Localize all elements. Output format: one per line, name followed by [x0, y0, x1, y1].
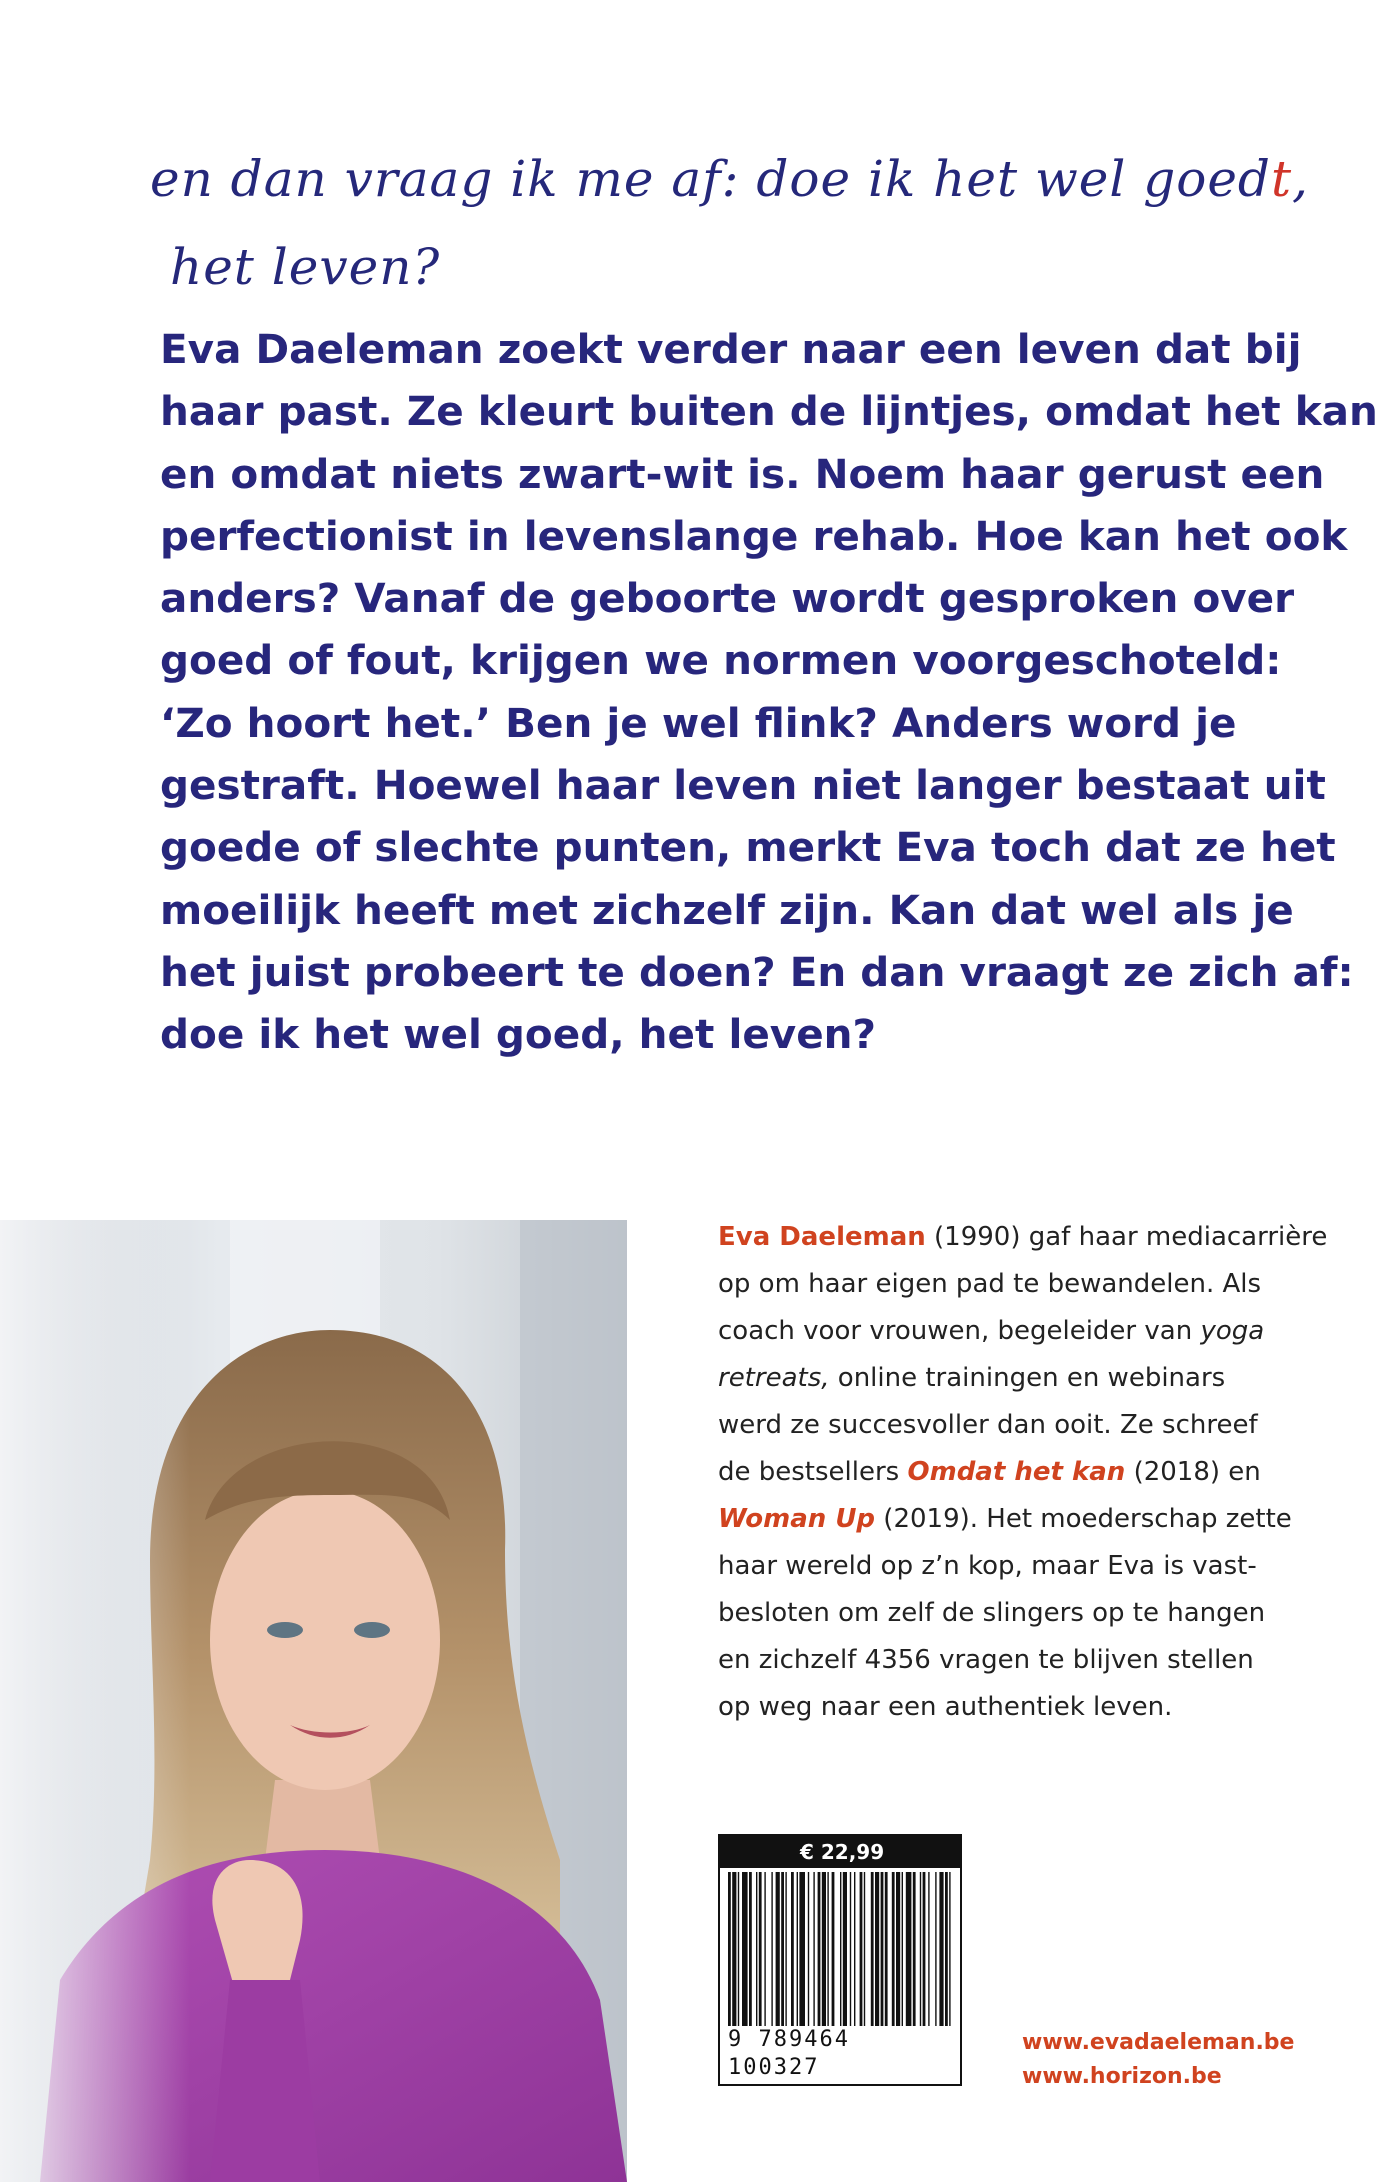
bio-text: de bestsellers	[718, 1457, 908, 1487]
blurb-line: goed of fout, krijgen we normen voorgeschoteld:	[160, 636, 1282, 685]
barcode-bar	[902, 1872, 903, 2050]
bio-line	[718, 1449, 1318, 1496]
handwritten-line-1	[150, 135, 1309, 223]
barcode-bar	[791, 1872, 794, 2050]
barcode-bar	[885, 1872, 888, 2050]
barcode-bar	[732, 1872, 736, 2050]
blurb-line: doe ik het wel goed, het leven?	[160, 1010, 876, 1059]
barcode-bar	[785, 1872, 786, 2050]
bio-emphasis: yoga	[1200, 1316, 1265, 1346]
handwritten-text: en dan vraag ik me af: doe ik het wel goed	[150, 150, 1271, 208]
barcode-bar	[813, 1872, 814, 2050]
barcode-bar	[875, 1872, 879, 2050]
barcode-bar	[860, 1872, 863, 2050]
bio-emphasis: retreats,	[718, 1363, 830, 1393]
barcode-bar	[771, 1872, 772, 2050]
blurb-line: gestraft. Hoewel haar leven niet langer bestaat uit	[160, 761, 1326, 810]
blurb-line: haar past. Ze kleurt buiten de lijntjes, omdat het kan	[160, 387, 1378, 436]
barcode-bar	[799, 1872, 805, 2050]
barcode-bar	[808, 1872, 809, 2050]
blurb-line: moeilijk heeft met zichzelf zijn. Kan dat wel als je	[160, 885, 1294, 934]
bio-line: haar wereld op z’n kop, maar Eva is vast-	[718, 1551, 1257, 1581]
bio-line	[718, 1355, 1318, 1402]
barcode-bar	[923, 1872, 926, 2050]
barcode-bar	[928, 1872, 929, 2050]
barcode-bar	[776, 1872, 780, 2050]
barcode-bar	[920, 1872, 921, 2050]
bio-text: online trainingen en webinars	[829, 1363, 1226, 1393]
barcode-bar	[881, 1872, 884, 2050]
isbn-number: 9 789464 100327	[728, 2026, 956, 2082]
bio-line: werd ze succesvoller dan ooit. Ze schreef	[718, 1410, 1258, 1440]
bio-line: op weg naar een authentiek leven.	[718, 1692, 1173, 1722]
bio-line: op om haar eigen pad te bewandelen. Als	[718, 1269, 1262, 1299]
barcode-bars	[726, 1872, 956, 2050]
barcode-bar	[728, 1872, 731, 2050]
blurb-line: anders? Vanaf de geboorte wordt gesproken over	[160, 574, 1295, 623]
publisher-website-link[interactable]: www.horizon.be	[1022, 2064, 1222, 2089]
author-website-link[interactable]: www.evadaeleman.be	[1022, 2030, 1295, 2055]
bio-text: (2019). Het moederschap zette	[875, 1504, 1292, 1534]
barcode-bar	[935, 1872, 936, 2050]
barcode-bar	[822, 1872, 826, 2050]
barcode-bar	[913, 1872, 916, 2050]
barcode-bar	[827, 1872, 828, 2050]
author-bio	[718, 1214, 1328, 1731]
barcode-bar	[864, 1872, 865, 2050]
bio-line	[718, 1308, 1318, 1355]
barcode-bar	[871, 1872, 874, 2050]
barcode-bar	[945, 1872, 948, 2050]
barcode-bar	[742, 1872, 748, 2050]
barcode-bar	[850, 1872, 851, 2050]
barcode-bar	[832, 1872, 835, 2050]
bio-line	[718, 1214, 1328, 1261]
book-title: Omdat het kan	[907, 1457, 1126, 1487]
barcode-bar	[738, 1872, 739, 2050]
handwritten-correction: t	[1270, 150, 1293, 208]
bio-text: (1990) gaf haar mediacarrière	[925, 1222, 1328, 1252]
barcode-bar	[797, 1872, 798, 2050]
barcode-bar	[843, 1872, 847, 2050]
website-links	[1022, 2026, 1294, 2094]
handwritten-comma: ,	[1292, 150, 1309, 208]
barcode	[718, 1834, 962, 2086]
barcode-bar	[759, 1872, 762, 2050]
barcode-bar	[949, 1872, 950, 2050]
barcode-bar	[781, 1872, 784, 2050]
barcode-bar	[896, 1872, 900, 2050]
blurb-line: het juist probeert te doen? En dan vraagt ze zich af:	[160, 947, 1354, 996]
blurb-line: Eva Daeleman zoekt verder naar een leven dat bij	[160, 325, 1302, 373]
author-photo	[0, 1220, 627, 2182]
barcode-bar	[906, 1872, 912, 2050]
handwritten-quote	[150, 135, 1309, 311]
blurb-line: ‘Zo hoort het.’ Ben je wel flink? Anders word je	[160, 698, 1237, 747]
barcode-bar	[756, 1872, 757, 2050]
blurb-line: goede of slechte punten, merkt Eva toch dat ze het	[160, 823, 1336, 872]
bio-line	[718, 1496, 1318, 1543]
bio-line: en zichzelf 4356 vragen te blijven stellen	[718, 1645, 1254, 1675]
blurb-line: en omdat niets zwart-wit is. Noem haar gerust een	[160, 449, 1325, 498]
barcode-bar	[749, 1872, 752, 2050]
barcode-bar	[764, 1872, 765, 2050]
barcode-bar	[892, 1872, 895, 2050]
bio-text: coach voor vrouwen, begeleider van	[718, 1316, 1201, 1346]
bio-line: besloten om zelf de slingers op te hangen	[718, 1598, 1266, 1628]
price-label: € 22,99	[720, 1836, 960, 1868]
barcode-bar	[840, 1872, 841, 2050]
handwritten-line-2: het leven?	[170, 238, 441, 296]
bio-text: (2018) en	[1125, 1457, 1261, 1487]
barcode-bar	[818, 1872, 821, 2050]
book-title: Woman Up	[718, 1504, 876, 1534]
blurb-text	[160, 318, 1378, 1066]
blurb-line: perfectionist in levenslange rehab. Hoe kan het ook	[160, 511, 1348, 560]
barcode-bar	[939, 1872, 943, 2050]
barcode-bar	[854, 1872, 855, 2050]
author-name: Eva Daeleman	[718, 1222, 926, 1252]
